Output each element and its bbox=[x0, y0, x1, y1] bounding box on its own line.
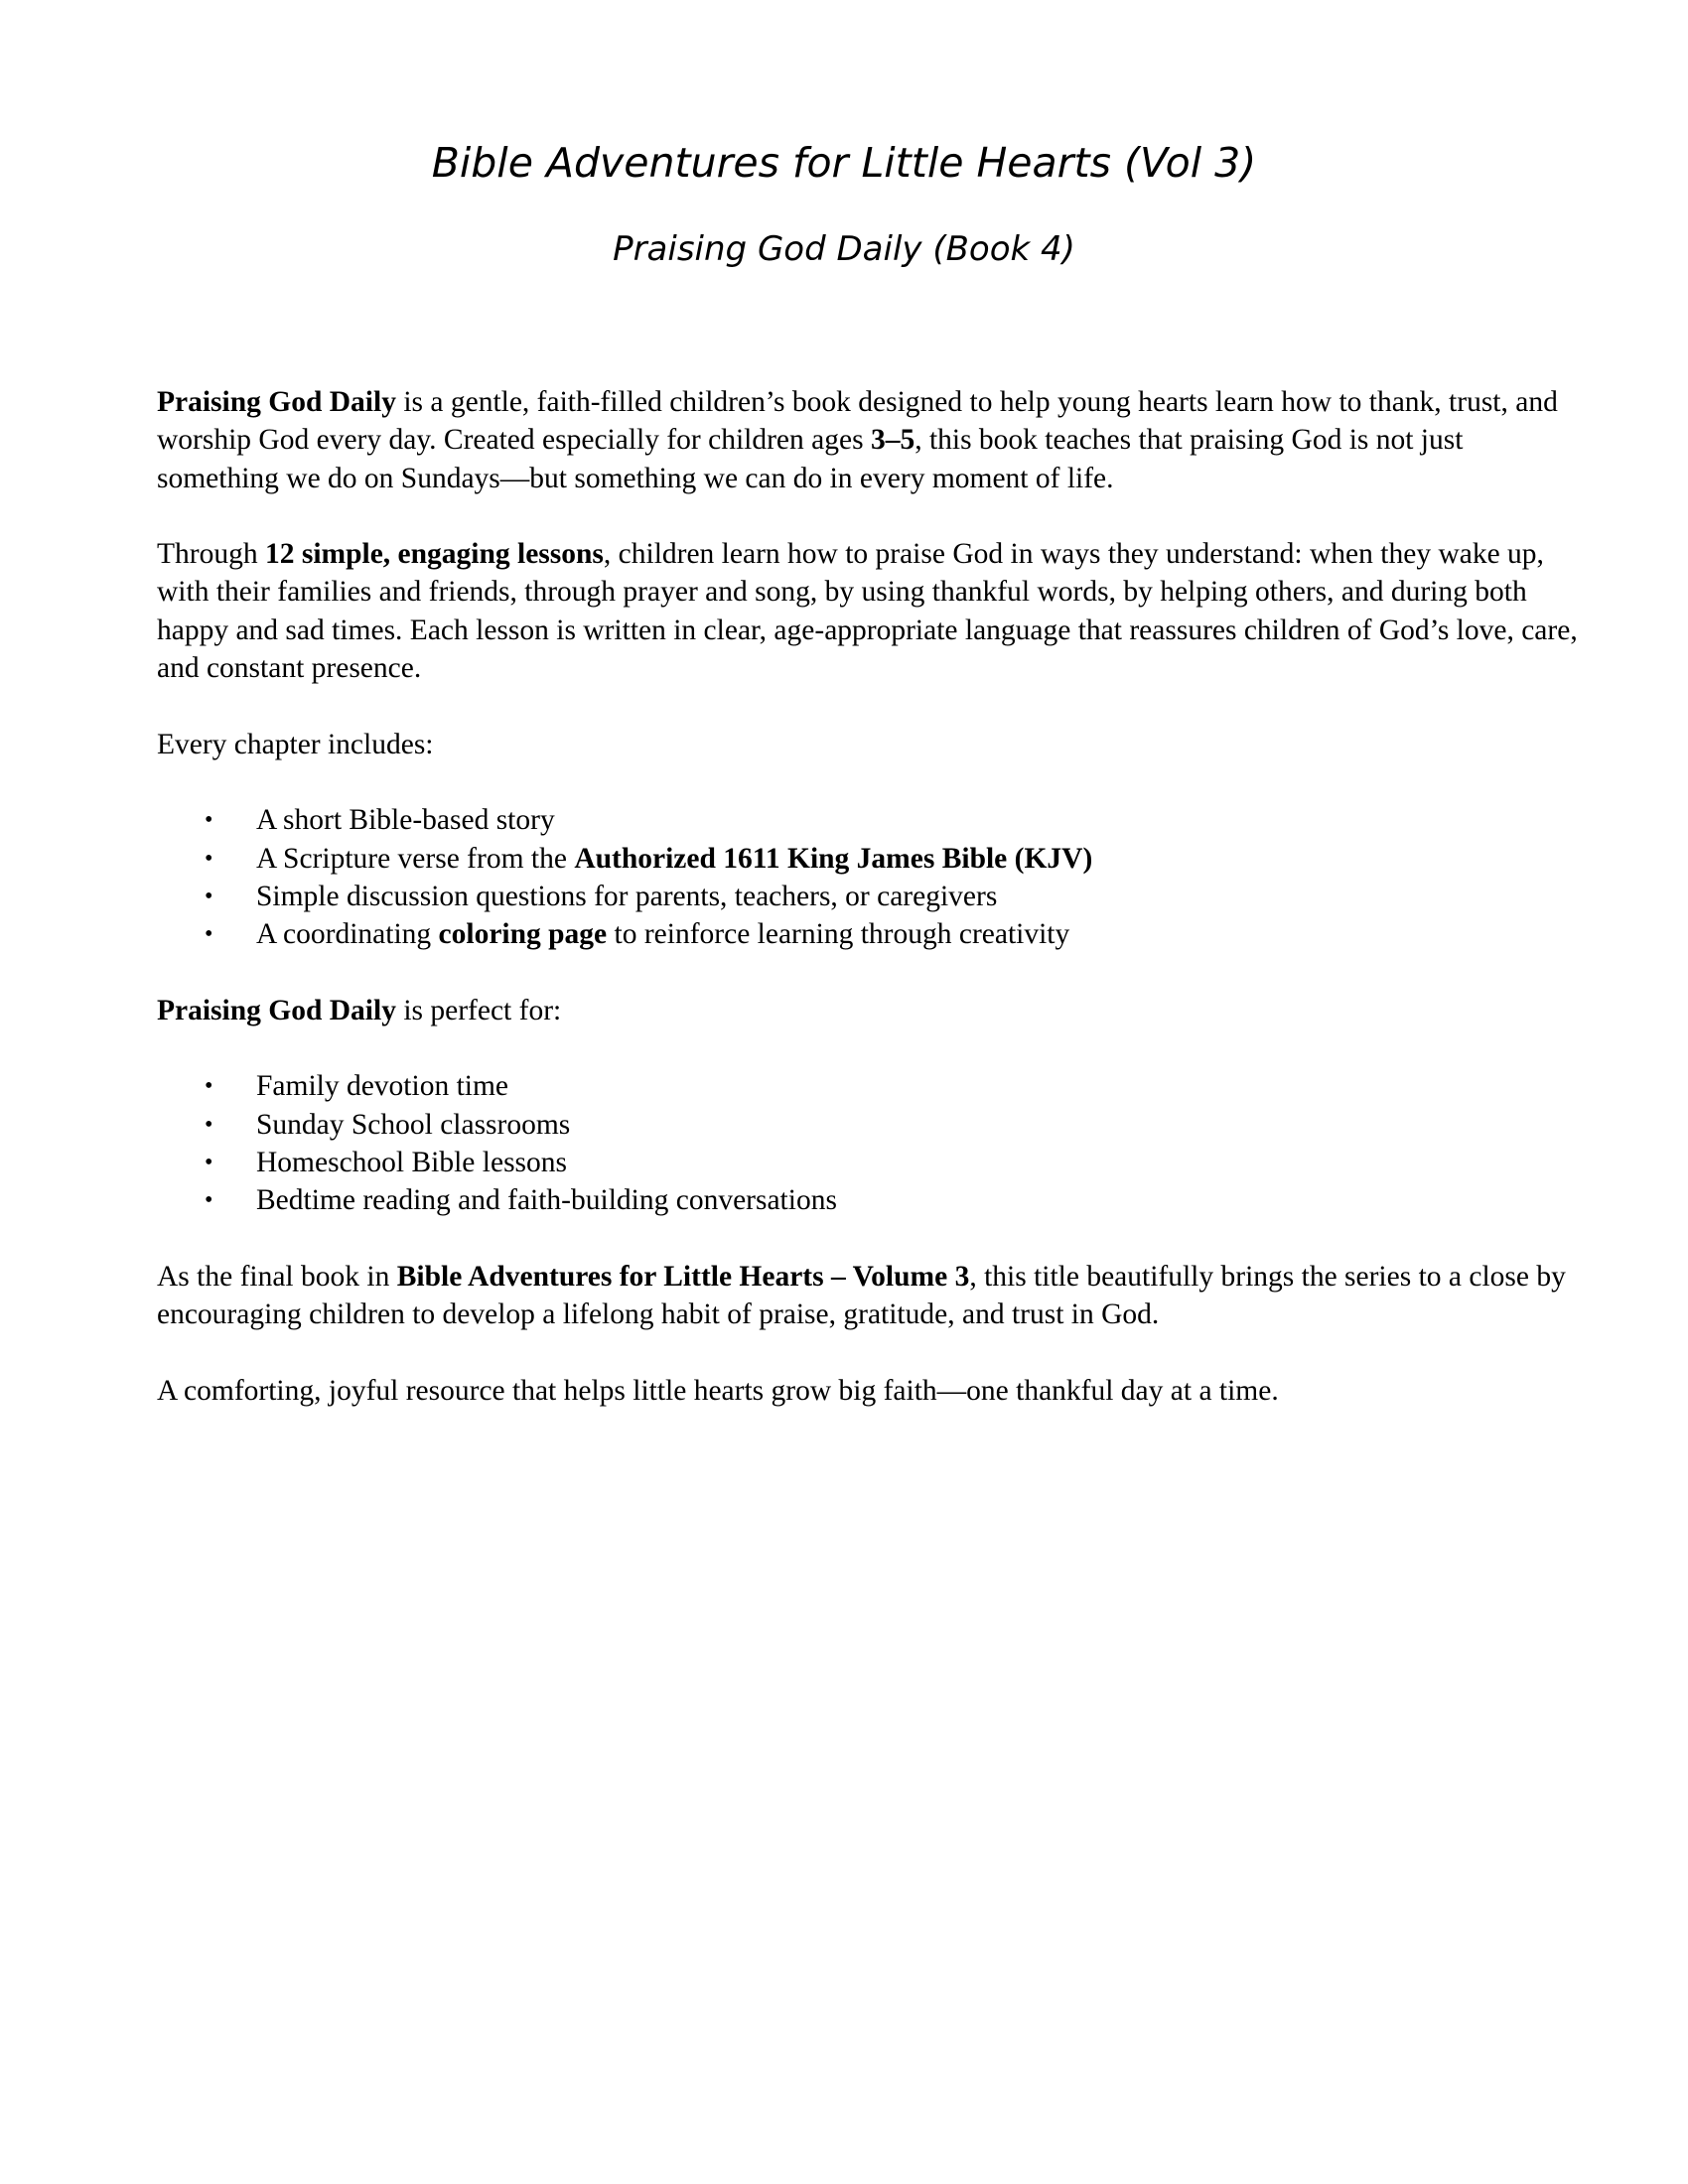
list-item bbox=[157, 801, 1587, 839]
list-item-text: A coordinating bbox=[256, 918, 439, 951]
list-item bbox=[157, 915, 1587, 953]
final-book-paragraph bbox=[157, 1258, 1587, 1334]
intro-text-b: , this book teaches that praising God is not just something we do on Sundays—but something we can do in every moment of life. bbox=[157, 424, 1464, 494]
ages-bold: 3–5 bbox=[870, 424, 915, 457]
list-item-text: Family devotion time bbox=[256, 1070, 509, 1103]
document-subtitle: Praising God Daily (Book 4) bbox=[613, 229, 1075, 269]
chapter-intro: Every chapter includes: bbox=[157, 728, 434, 760]
intro-text-a: is a gentle, faith-filled children’s book designed to help young hearts learn how to thank, trust, and worship God every day. Created especially for children ages bbox=[157, 386, 1558, 457]
list-item bbox=[157, 1144, 1587, 1181]
list-item bbox=[157, 840, 1587, 878]
intro-paragraph bbox=[157, 383, 1587, 497]
list-item-text: Simple discussion questions for parents, teachers, or caregivers bbox=[256, 880, 998, 912]
chapter-list bbox=[157, 801, 1587, 953]
perfect-for-list bbox=[157, 1067, 1587, 1219]
lessons-paragraph bbox=[157, 535, 1587, 687]
bullet-icon: • bbox=[205, 845, 213, 872]
list-item bbox=[157, 1181, 1587, 1219]
perfect-for-intro bbox=[157, 992, 1587, 1029]
final-text-a: As the final book in bbox=[157, 1260, 397, 1293]
lessons-text-a: Through bbox=[157, 538, 265, 571]
final-text-b: , this title beautifully brings the series to a close by encouraging children to develop a lifelong habit of praise, gratitude, and trust in God. bbox=[157, 1260, 1566, 1331]
bullet-icon: • bbox=[205, 921, 213, 948]
list-item-text: Homeschool Bible lessons bbox=[256, 1146, 568, 1178]
bullet-icon: • bbox=[205, 807, 213, 834]
book-title-bold: Praising God Daily bbox=[157, 386, 396, 418]
list-item-text: Sunday School classrooms bbox=[256, 1108, 571, 1141]
list-item bbox=[157, 878, 1587, 915]
lessons-text-b: , children learn how to praise God in ways they understand: when they wake up, with their families and friends, through prayer and song, by using thankful words, by helping others, and during both happy and sad times. Each lesson is written in clear, age-appropriate language that reassures children of God’s love, care, and constant presence. bbox=[157, 538, 1578, 685]
bullet-icon: • bbox=[205, 883, 213, 909]
list-item-text: A short Bible-based story bbox=[256, 804, 555, 837]
closing-paragraph: A comforting, joyful resource that helps little hearts grow big faith—one thankful day at a time. bbox=[157, 1374, 1279, 1407]
series-bold: Bible Adventures for Little Hearts – Volume 3 bbox=[396, 1260, 970, 1293]
list-item-text: A Scripture verse from the bbox=[256, 842, 575, 875]
list-item bbox=[157, 1067, 1587, 1105]
document-title: Bible Adventures for Little Hearts (Vol 3) bbox=[431, 139, 1257, 187]
lessons-bold: 12 simple, engaging lessons bbox=[264, 538, 604, 571]
bullet-icon: • bbox=[205, 1149, 213, 1175]
bullet-icon: • bbox=[205, 1111, 213, 1138]
perfect-for-text: is perfect for: bbox=[395, 994, 562, 1026]
document-body bbox=[157, 383, 1587, 1447]
bullet-icon: • bbox=[205, 1187, 213, 1214]
list-item bbox=[157, 1106, 1587, 1144]
bullet-icon: • bbox=[205, 1073, 213, 1100]
list-item-bold: coloring page bbox=[438, 918, 608, 951]
list-item-text-b: to reinforce learning through creativity bbox=[607, 918, 1070, 951]
book-title-bold: Praising God Daily bbox=[157, 994, 396, 1026]
list-item-bold: Authorized 1611 King James Bible (KJV) bbox=[574, 842, 1093, 875]
list-item-text: Bedtime reading and faith-building conversations bbox=[256, 1184, 837, 1217]
